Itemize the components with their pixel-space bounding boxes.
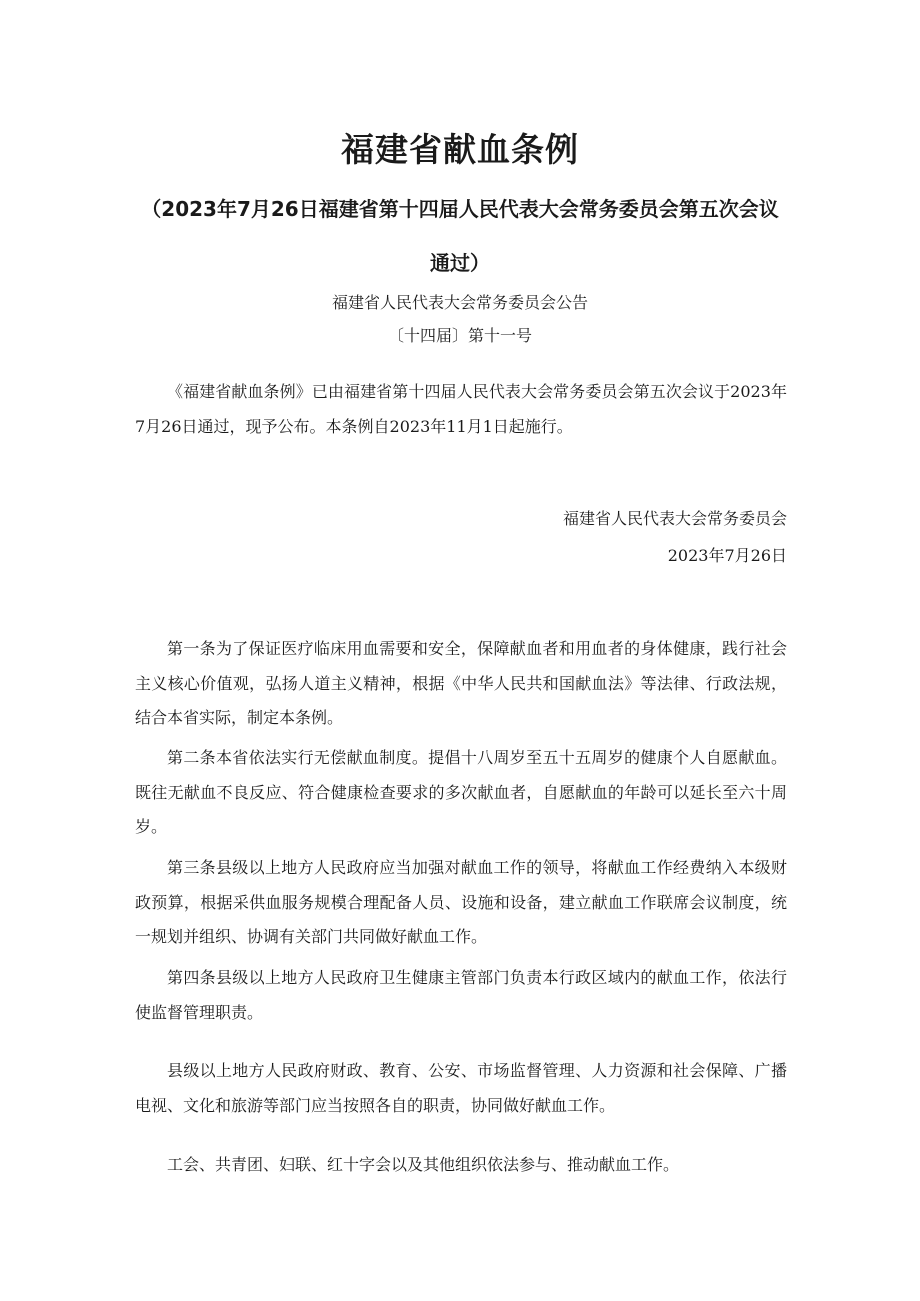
document-title: 福建省献血条例 (341, 130, 579, 169)
notice-number: 〔十四届〕第十一号 (387, 326, 532, 345)
article-paragraph-5: 县级以上地方人民政府财政、教育、公安、市场监督管理、人力资源和社会保障、广播电视、文化和旅游等部门应当按照各自的职责，协同做好献血工作。 (135, 1061, 787, 1115)
signature-date: 2023年7月26日 (667, 546, 787, 565)
announcement-paragraph: 《福建省献血条例》已由福建省第十四届人民代表大会常务委员会第五次会议于2023年7月26日通过，现予公布。本条例自2023年11月1日起施行。 (135, 382, 787, 436)
article-paragraph-4: 第四条县级以上地方人民政府卫生健康主管部门负责本行政区域内的献血工作，依法行使监督管理职责。 (135, 968, 787, 1022)
article-paragraph-3: 第三条县级以上地方人民政府应当加强对献血工作的领导，将献血工作经费纳入本级财政预算，根据采供血服务规模合理配备人员、设施和设备，建立献血工作联席会议制度，统一规划并组织、协调有关部门共同做好献血工作。 (135, 858, 787, 946)
article-paragraph-6: 工会、共青团、妇联、红十字会以及其他组织依法参与、推动献血工作。 (167, 1155, 680, 1174)
document-subtitle: （2023年7月26日福建省第十四届人民代表大会常务委员会第五次会议通过） (141, 197, 779, 275)
article-paragraph-1: 第一条为了保证医疗临床用血需要和安全，保障献血者和用血者的身体健康，践行社会主义核心价值观，弘扬人道主义精神，根据《中华人民共和国献血法》等法律、行政法规，结合本省实际，制定本条例。 (135, 639, 787, 727)
notice-heading: 福建省人民代表大会常务委员会公告 (331, 293, 588, 312)
signature-org: 福建省人民代表大会常务委员会 (562, 509, 787, 528)
article-paragraph-2: 第二条本省依法实行无偿献血制度。提倡十八周岁至五十五周岁的健康个人自愿献血。既往无献血不良反应、符合健康检查要求的多次献血者，自愿献血的年龄可以延长至六十周岁。 (135, 748, 787, 836)
